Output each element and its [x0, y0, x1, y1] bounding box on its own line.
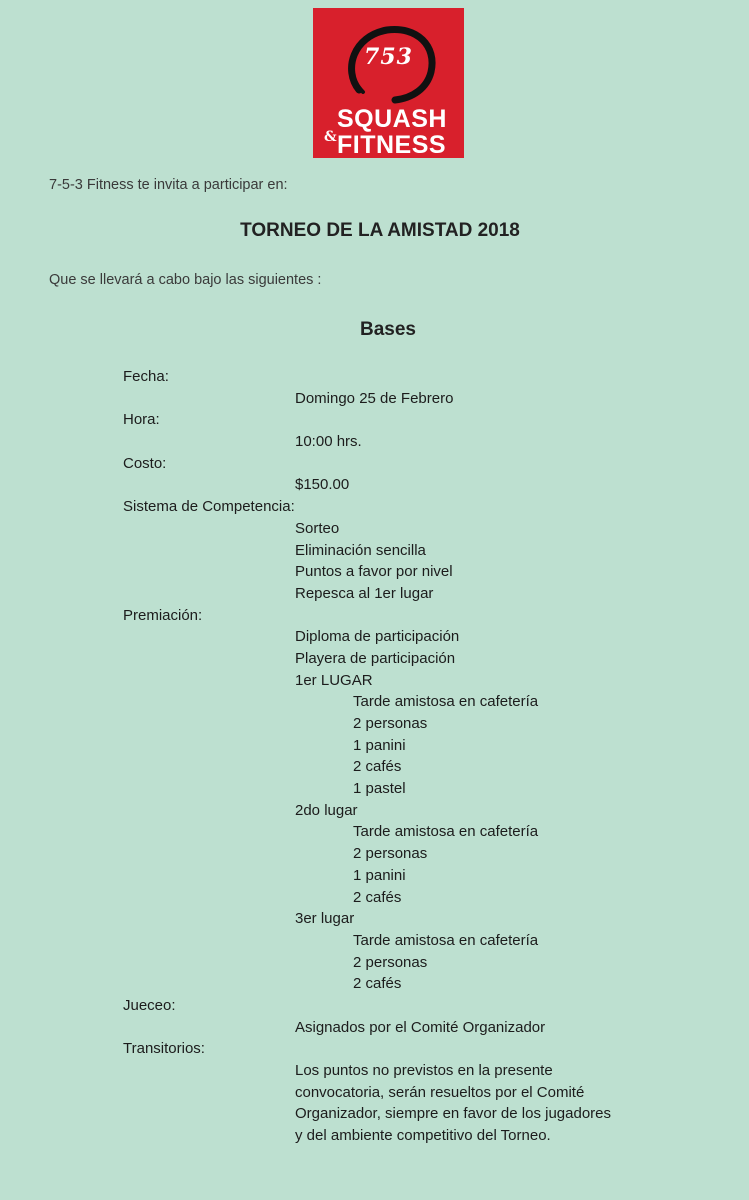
section-label: Hora:	[123, 411, 160, 429]
prize-detail: 2 personas	[353, 715, 428, 732]
prize-detail: 2 cafés	[353, 975, 402, 993]
section-label: Sistema de Competencia:	[123, 498, 295, 516]
logo-ampersand: &	[324, 129, 337, 145]
section-label: Fecha:	[123, 368, 169, 385]
section-value: Repesca al 1er lugar	[295, 584, 434, 602]
prize-detail: Tarde amistosa en cafetería	[353, 931, 539, 949]
section-value: 1er LUGAR	[295, 671, 373, 689]
squash-fitness-logo	[313, 8, 464, 158]
logo-text-fitness: FITNESS	[337, 131, 447, 159]
logo-text-squash: SQUASH	[337, 105, 447, 133]
section-value: Asignados por el Comité Organizador	[295, 1018, 546, 1036]
section-value: 3er lugar	[295, 910, 355, 928]
section-value: 10:00 hrs.	[295, 433, 362, 451]
section-label: Transitorios:	[123, 1040, 205, 1058]
section-value: Puntos a favor por nivel	[295, 563, 453, 581]
logo-number: 753	[364, 44, 413, 70]
bases-heading: Bases	[360, 319, 416, 340]
prize-detail: 2 cafés	[353, 758, 402, 776]
section-value: Domingo 25 de Febrero	[295, 389, 454, 407]
prize-detail: 2 cafés	[353, 888, 402, 906]
section-value: convocatoria, serán resueltos por el Comité	[295, 1083, 585, 1101]
subintro-text: Que se llevará a cabo bajo las siguientes :	[49, 272, 322, 288]
bases-list	[0, 366, 749, 1147]
tournament-title: TORNEO DE LA AMISTAD 2018	[240, 220, 520, 241]
prize-detail: 1 panini	[353, 736, 406, 754]
section-value: Los puntos no previstos en la presente	[295, 1062, 553, 1079]
prize-detail: 2 personas	[353, 953, 428, 971]
section-label: Premiación:	[123, 606, 203, 624]
section-label: Jueceo:	[123, 996, 176, 1014]
section-value: Sorteo	[295, 519, 340, 537]
section-value: Diploma de participación	[295, 628, 460, 646]
prize-detail: 1 panini	[353, 866, 406, 884]
section-value: y del ambiente competitivo del Torneo.	[295, 1127, 551, 1145]
prize-detail: Tarde amistosa en cafetería	[353, 823, 539, 841]
section-value: $150.00	[295, 476, 350, 494]
section-label: Costo:	[123, 454, 167, 472]
section-value: Playera de participación	[295, 649, 456, 667]
section-value: Organizador, siempre en favor de los jugadores	[295, 1105, 612, 1123]
section-value: 2do lugar	[295, 801, 358, 819]
prize-detail: Tarde amistosa en cafetería	[353, 693, 539, 711]
intro-text: 7-5-3 Fitness te invita a participar en:	[49, 177, 288, 193]
prize-detail: 1 pastel	[353, 780, 406, 798]
section-value: Eliminación sencilla	[295, 541, 426, 559]
prize-detail: 2 personas	[353, 845, 428, 863]
